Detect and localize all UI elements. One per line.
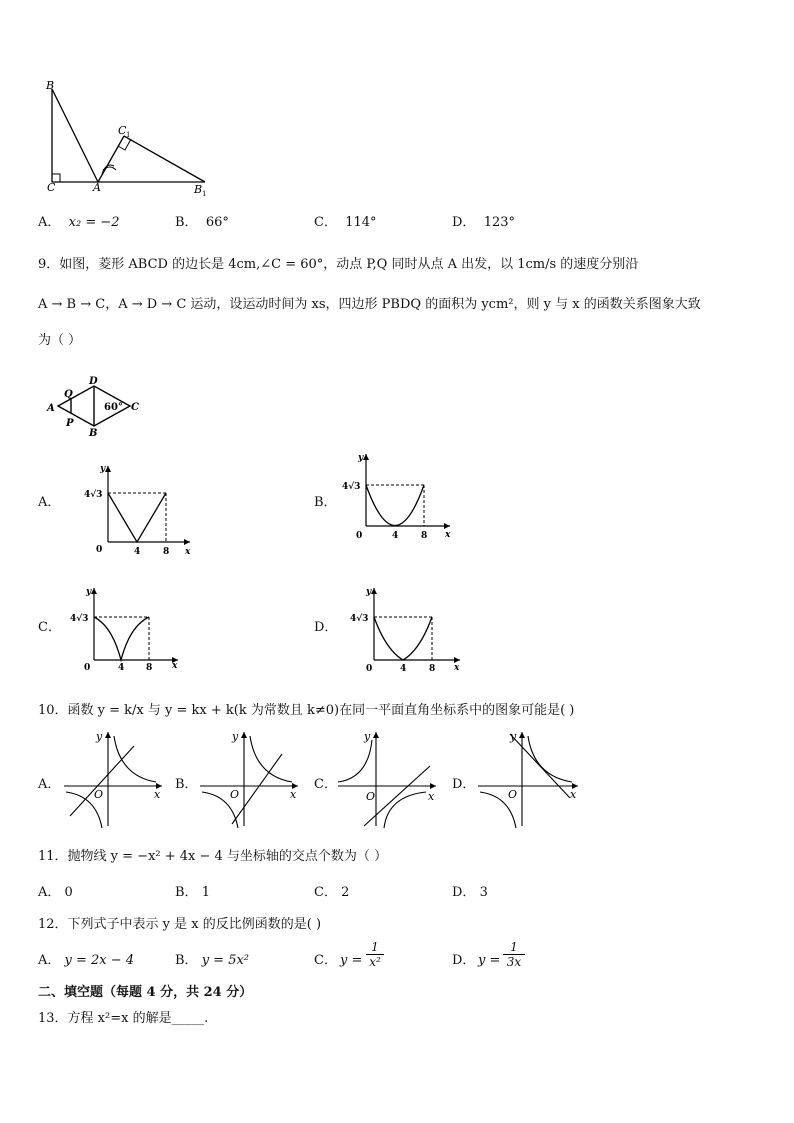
q12-option-d-formula: y = xyxy=(478,953,501,968)
svg-text:x: x xyxy=(290,788,297,801)
q11-option-d: D． 3 xyxy=(452,885,488,900)
svg-text:x: x xyxy=(154,788,161,801)
q8-triangle-figure xyxy=(40,78,220,198)
q8-option-d: D． 123° xyxy=(452,215,516,230)
svg-text:A: A xyxy=(47,403,55,414)
svg-text:0: 0 xyxy=(356,531,363,541)
svg-text:x: x xyxy=(570,788,577,801)
svg-text:y: y xyxy=(232,730,239,743)
svg-text:0: 0 xyxy=(96,545,103,555)
svg-text:P: P xyxy=(66,418,74,429)
svg-text:8: 8 xyxy=(429,664,436,674)
svg-text:y: y xyxy=(358,453,364,463)
svg-text:60°: 60° xyxy=(104,402,123,413)
svg-text:4: 4 xyxy=(118,663,125,673)
svg-text:O: O xyxy=(230,788,240,801)
q10-graph-a xyxy=(60,728,170,830)
svg-text:B: B xyxy=(89,428,98,438)
q9-stem-line3: 为（ ） xyxy=(38,333,82,348)
q13-stem: 13．方程 x²=x 的解是_____. xyxy=(38,1011,209,1026)
q9-graph-a xyxy=(80,458,200,556)
q11-option-b: B． 1 xyxy=(175,885,210,900)
q12-option-d-fraction: 1 3x xyxy=(503,940,525,969)
svg-text:x: x xyxy=(428,790,435,803)
svg-text:4√3: 4√3 xyxy=(342,482,361,492)
q12-option-b: B． y = 5x² xyxy=(175,953,250,968)
label-B1: B xyxy=(194,183,203,196)
q10-graph-b xyxy=(196,728,306,830)
q10-graph-d-letter: D． xyxy=(452,777,476,792)
q12-option-c: C． xyxy=(314,953,337,968)
q11-option-c: C． 2 xyxy=(314,885,350,900)
svg-text:4√3: 4√3 xyxy=(84,490,103,500)
q10-graph-d xyxy=(474,728,584,830)
svg-text:4: 4 xyxy=(134,547,141,556)
q9-rhombus-figure xyxy=(44,372,144,438)
q12-stem: 12．下列式子中表示 y 是 x 的反比例函数的是( ) xyxy=(38,917,322,932)
q9-graph-b-letter: B． xyxy=(314,495,337,510)
q10-stem: 10．函数 y = k/x 与 y = kx + k(k 为常数且 k≠0)在同一平面直角坐标系中的图象可能是( ) xyxy=(38,703,575,718)
q10-graph-b-letter: B． xyxy=(175,777,198,792)
svg-text:x: x xyxy=(445,530,451,540)
label-C1: C xyxy=(118,124,127,137)
svg-text:8: 8 xyxy=(146,663,153,673)
svg-text:x: x xyxy=(454,663,460,673)
q10-graph-c-letter: C． xyxy=(314,777,337,792)
svg-text:x: x xyxy=(185,547,191,556)
svg-text:x: x xyxy=(172,661,178,671)
label-A: A xyxy=(93,181,101,194)
q10-graph-c xyxy=(334,728,444,830)
q12-option-c-formula: y = xyxy=(340,953,363,968)
svg-text:4: 4 xyxy=(400,664,407,674)
svg-text:O: O xyxy=(508,788,518,801)
q9-graph-c xyxy=(66,584,186,676)
q9-stem-line1: 9．如图，菱形 ABCD 的边长是 4cm,∠C = 60°，动点 P,Q 同时从点 A 出发，以 1cm/s 的速度分别沿 xyxy=(38,257,639,272)
q12-option-a: A． y = 2x − 4 xyxy=(38,953,135,968)
svg-text:y: y xyxy=(364,730,371,743)
svg-text:y: y xyxy=(366,587,372,597)
svg-text:4√3: 4√3 xyxy=(70,614,89,624)
q11-stem: 11．抛物线 y = −x² + 4x − 4 与坐标轴的交点个数为（ ） xyxy=(38,849,388,864)
svg-text:y: y xyxy=(510,730,517,743)
svg-text:D: D xyxy=(89,376,98,387)
svg-text:4√3: 4√3 xyxy=(350,614,369,624)
svg-text:8: 8 xyxy=(163,547,170,556)
q8-option-b: B． 66° xyxy=(175,215,229,230)
svg-text:0: 0 xyxy=(366,664,373,674)
q9-graph-b xyxy=(338,450,458,548)
svg-text:Q: Q xyxy=(64,389,73,400)
q9-graph-d xyxy=(346,584,466,676)
q12-option-c-fraction: 1 x² xyxy=(366,940,384,969)
svg-text:4: 4 xyxy=(392,531,399,541)
q11-option-a: A． 0 xyxy=(38,885,73,900)
q12-option-d: D． xyxy=(452,953,476,968)
q10-graph-a-letter: A． xyxy=(38,777,61,792)
section-heading: 二、填空题（每题 4 分，共 24 分） xyxy=(38,985,253,1000)
svg-text:y: y xyxy=(96,730,103,743)
svg-text:8: 8 xyxy=(421,531,428,541)
svg-text:y: y xyxy=(100,464,106,474)
label-C1-sub: 1 xyxy=(126,131,131,139)
q9-graph-c-letter: C． xyxy=(38,620,61,635)
q9-graph-d-letter: D． xyxy=(314,620,338,635)
label-B1-sub: 1 xyxy=(202,190,207,198)
svg-text:O: O xyxy=(94,788,104,801)
label-C: C xyxy=(47,181,56,194)
q9-graph-a-letter: A． xyxy=(38,495,61,510)
q8-option-c: C． 114° xyxy=(314,215,377,230)
svg-text:C: C xyxy=(131,402,139,413)
svg-text:O: O xyxy=(366,790,376,803)
q9-stem-line2: A → B → C，A → D → C 运动，设运动时间为 xs，四边形 PBDQ 的面积为 ycm²，则 y 与 x 的函数关系图象大致 xyxy=(38,297,701,312)
label-B: B xyxy=(46,79,55,92)
svg-text:0: 0 xyxy=(84,663,91,673)
svg-text:y: y xyxy=(86,587,92,597)
q8-option-a: A． x₂ = −2 xyxy=(38,215,120,230)
